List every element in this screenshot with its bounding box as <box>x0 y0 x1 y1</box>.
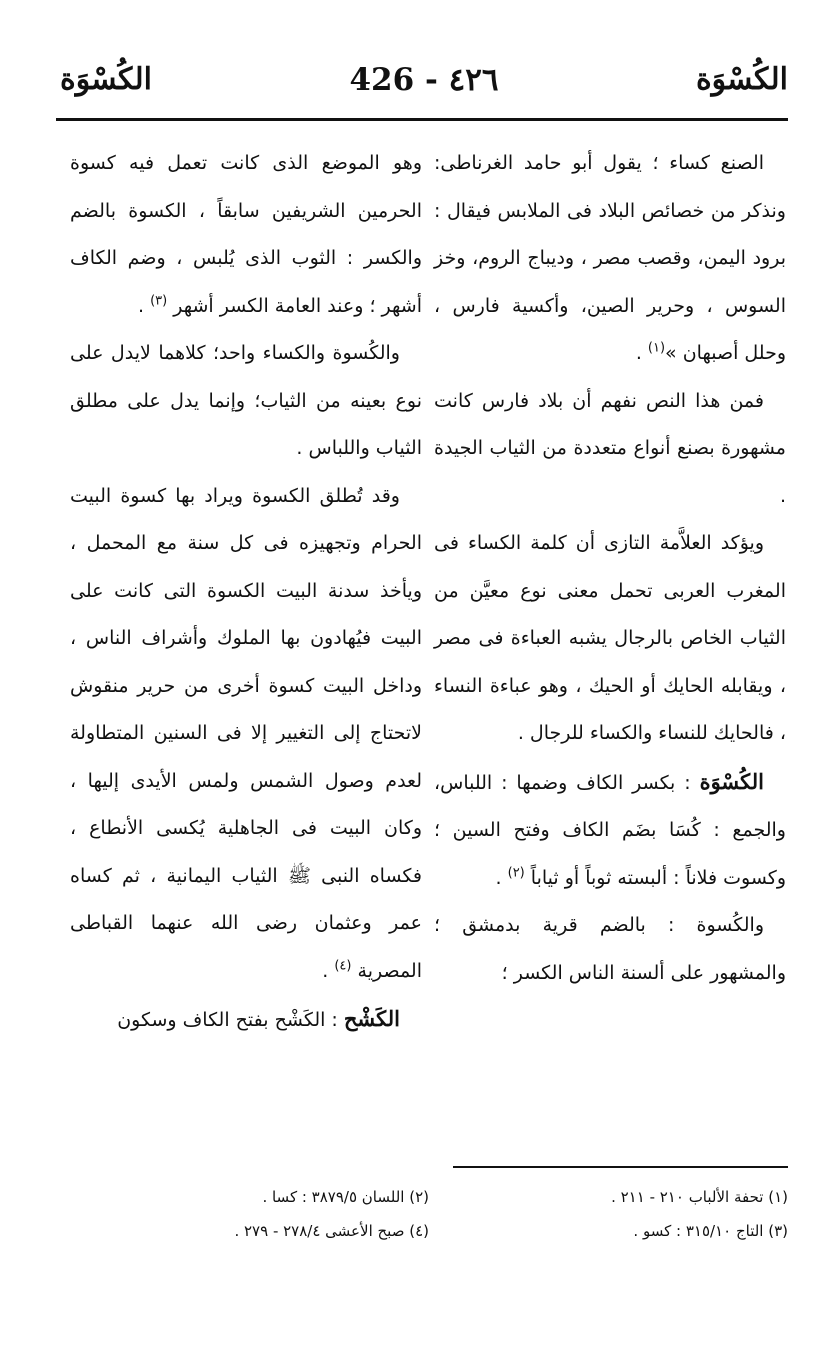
entry-term: الكَشْح <box>343 1006 400 1031</box>
footnote: (٤) صبح الأعشى ٢٧٨/٤ - ٢٧٩ . <box>234 1222 429 1240</box>
page-number: 426 - ٤٢٦ <box>349 62 499 98</box>
footnote: (٢) اللسان ٣٨٧٩/٥ : كسا . <box>262 1188 429 1206</box>
paragraph <box>434 140 786 378</box>
paragraph-text: الصنع كساء ؛ يقول أبو حامد الغرناطى: ونذكر من خصائص البلاد فى الملابس فيقال : برود اليمن، وقصب مصر ، وديباج الروم، وخز السوس ، وحرير الصين، وأكسية فارس ، وحلل أصبهان » <box>434 152 786 364</box>
footnotes <box>70 1180 788 1248</box>
footnote-row <box>70 1180 788 1214</box>
right-column <box>434 140 786 997</box>
paragraph-tail: . <box>138 294 151 317</box>
paragraph <box>70 140 422 330</box>
paragraph-text: والكُسوة والكساء واحد؛ كلاهما لايدل على نوع بعينه من الثياب؛ وإنما يدل على مطلق الثياب واللباس . <box>70 342 422 459</box>
footnote: (٣) التاج ٣١٥/١٠ : كسو . <box>633 1222 788 1240</box>
header-right-title: الكُسْوَة <box>695 62 788 97</box>
paragraph-tail: . <box>322 959 335 982</box>
footnote-row <box>70 1214 788 1248</box>
paragraph <box>434 378 786 521</box>
footnote-rule <box>453 1166 788 1168</box>
footnote-ref: (٣) <box>150 293 168 309</box>
paragraph-text: ويؤكد العلاَّمة التازى أن كلمة الكساء فى المغرب العربى تحمل معنى نوع معيَّن من الثياب الخاص بالرجال يشبه العباءة فى مصر ، ويقابله الحايك أو الحيك ، وهو عباءة النساء ، فالحايك للنساء والكساء للرجال . <box>434 532 786 744</box>
paragraph <box>434 758 786 903</box>
footnote-ref: (١) <box>647 340 666 356</box>
footnote-ref: (٢) <box>507 865 525 881</box>
paragraph-text: فمن هذا النص نفهم أن بلاد فارس كانت مشهورة بصنع أنواع متعددة من الثياب الجيدة . <box>434 389 786 507</box>
paragraph-text: : بكسر الكاف وضمها : اللباس، والجمع : كُسَا بضَم الكاف وفتح السين ؛ وكسوت فلاناً : ألبسته ثوباً أو ثياباً <box>434 771 786 889</box>
paragraph-text: وقد تُطلق الكسوة ويراد بها كسوة البيت الحرام وتجهيزه فى كل سنة مع المحمل ، ويأخذ سدنة البيت الكسوة التى كانت على البيت فيُهادون بها الملوك وأشراف الناس ، وداخل البيت كسوة أخرى من حرير منقوش لاتحتاج إلى التغيير إلا فى السنين المتطاولة لعدم وصول الشمس ولمس الأيدى إليها ، وكان البيت فى الجاهلية يُكسى الأنطاع ، فكساه النبى ﷺ الثياب اليمانية ، ثم كساه عمر وعثمان رضى الله عنهما القباطى المصرية <box>70 484 422 982</box>
paragraph-text: وهو الموضع الذى كانت تعمل فيه كسوة الحرمين الشريفين سابقاً ، الكسوة بالضم والكسر : الثوب الذى يُلبس ، وضم الكاف أشهر ؛ وعند العامة الكسر أشهر <box>70 152 422 317</box>
header-left-title: الكُسْوَة <box>60 62 153 97</box>
footnote: (١) تحفة الألباب ٢١٠ - ٢١١ . <box>611 1188 788 1206</box>
entry-term: الكُسْوَة <box>699 768 764 794</box>
header-rule <box>56 118 788 121</box>
page-header <box>60 62 788 112</box>
paragraph-text: والكُسوة : بالضم قرية بدمشق ؛ والمشهور على ألسنة الناس الكسر ؛ <box>434 914 786 984</box>
paragraph <box>70 995 422 1045</box>
paragraph-text: : الكَشْح بفتح الكاف وسكون <box>117 1009 344 1031</box>
paragraph <box>434 902 786 997</box>
paragraph <box>70 330 422 473</box>
paragraph <box>70 473 422 996</box>
paragraph-tail: . <box>635 342 648 364</box>
left-column <box>70 140 422 1045</box>
paragraph-tail: . <box>495 866 508 889</box>
footnote-ref: (٤) <box>334 958 352 974</box>
paragraph <box>434 520 786 758</box>
